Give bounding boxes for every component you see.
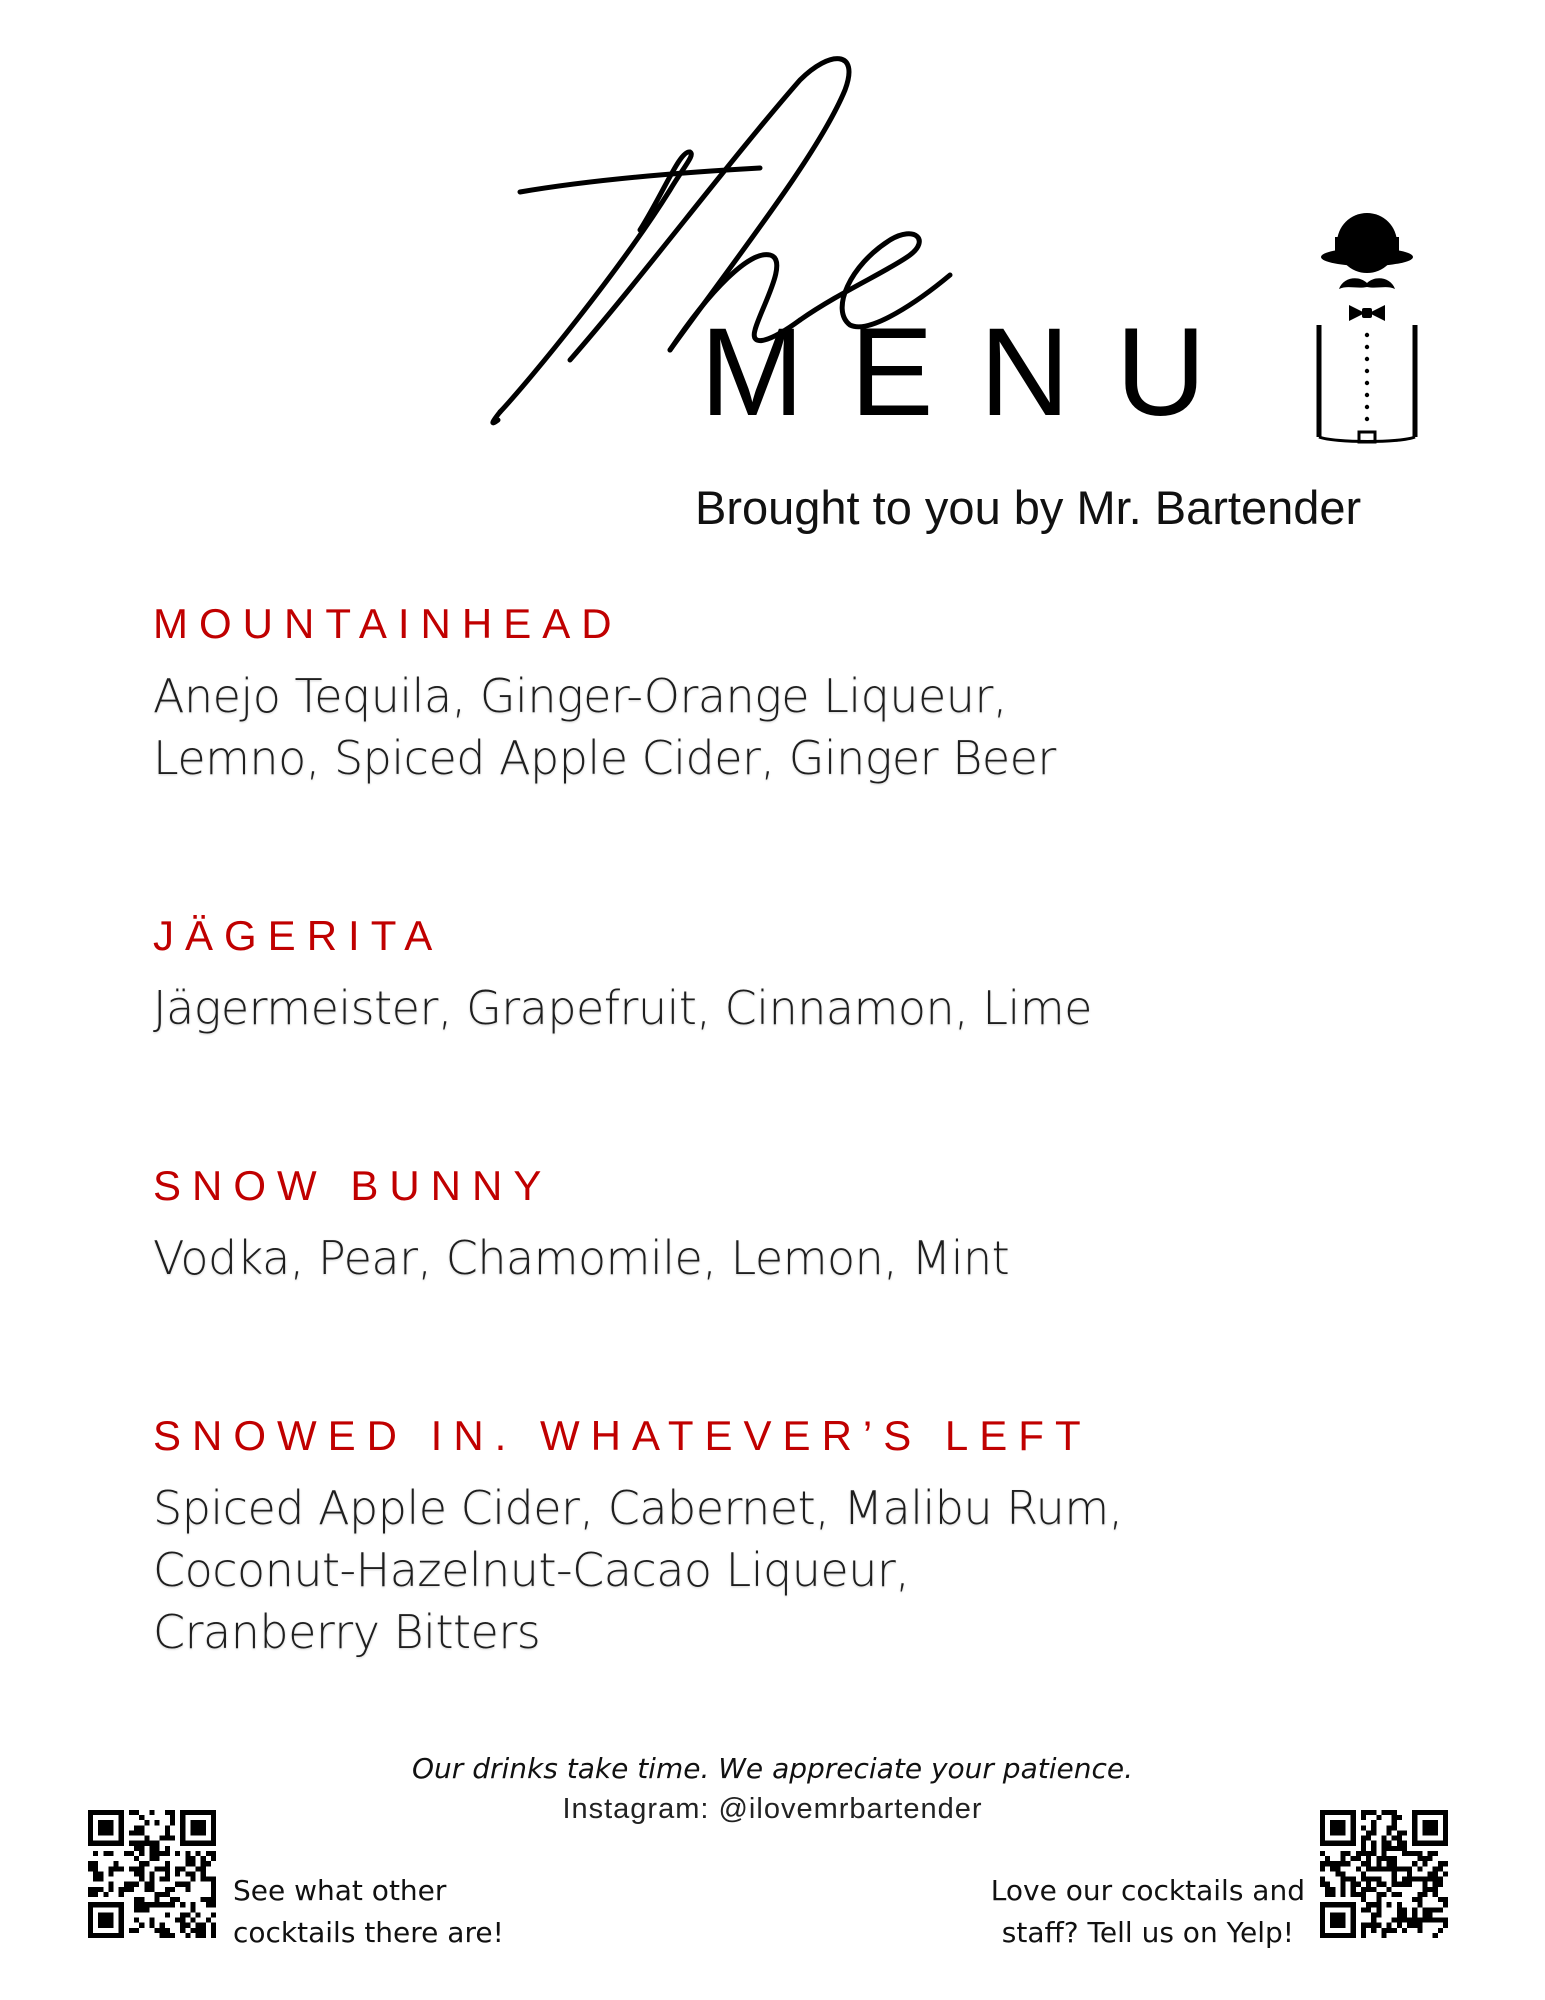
menu-title: MENU [700,303,1253,442]
qr-right-caption [991,1870,1305,1954]
drink-name: SNOW BUNNY [153,1162,553,1209]
drink-item-snow-bunny [153,1162,1453,1289]
ingredient-line: Coconut-Hazelnut-Cacao Liqueur, [153,1543,910,1597]
drink-item-snowed-in [153,1412,1453,1663]
qr-left-caption [233,1870,504,1954]
drink-name: SNOWED IN. WHATEVER’S LEFT [153,1412,1092,1459]
ingredient-line: Spiced Apple Cider, Cabernet, Malibu Rum, [153,1481,1123,1535]
drink-item-mountainhead [153,600,1453,789]
ingredient-line: Jägermeister, Grapefruit, Cinnamon, Lime [153,981,1092,1035]
ingredient-line: Anejo Tequila, Ginger-Orange Liqueur, [153,669,1007,723]
drink-ingredients [153,665,1453,789]
subtitle: Brought to you by Mr. Bartender [695,481,1362,534]
caption-line: cocktails there are! [233,1916,504,1949]
ingredient-line: Lemno, Spiced Apple Cider, Ginger Beer [153,731,1056,785]
caption-line: staff? Tell us on Yelp! [1001,1916,1294,1949]
qr-code-left-icon[interactable] [88,1810,216,1938]
drink-ingredients [153,1227,1453,1289]
patience-note: Our drinks take time. We appreciate your patience. [412,1752,1133,1785]
caption-line: See what other [233,1874,447,1907]
drink-name: JÄGERITA [153,912,444,959]
qr-code-right-icon[interactable] [1320,1810,1448,1938]
ingredient-line: Vodka, Pear, Chamomile, Lemon, Mint [153,1231,1010,1285]
drink-ingredients [153,1477,1453,1663]
drink-name: MOUNTAINHEAD [153,600,623,647]
instagram-handle: Instagram: @ilovemrbartender [562,1793,983,1825]
ingredient-line: Cranberry Bitters [153,1605,541,1659]
caption-line: Love our cocktails and [990,1874,1305,1907]
bartender-icon [1305,205,1430,450]
drink-item-jagerita [153,912,1453,1039]
drink-ingredients [153,977,1453,1039]
